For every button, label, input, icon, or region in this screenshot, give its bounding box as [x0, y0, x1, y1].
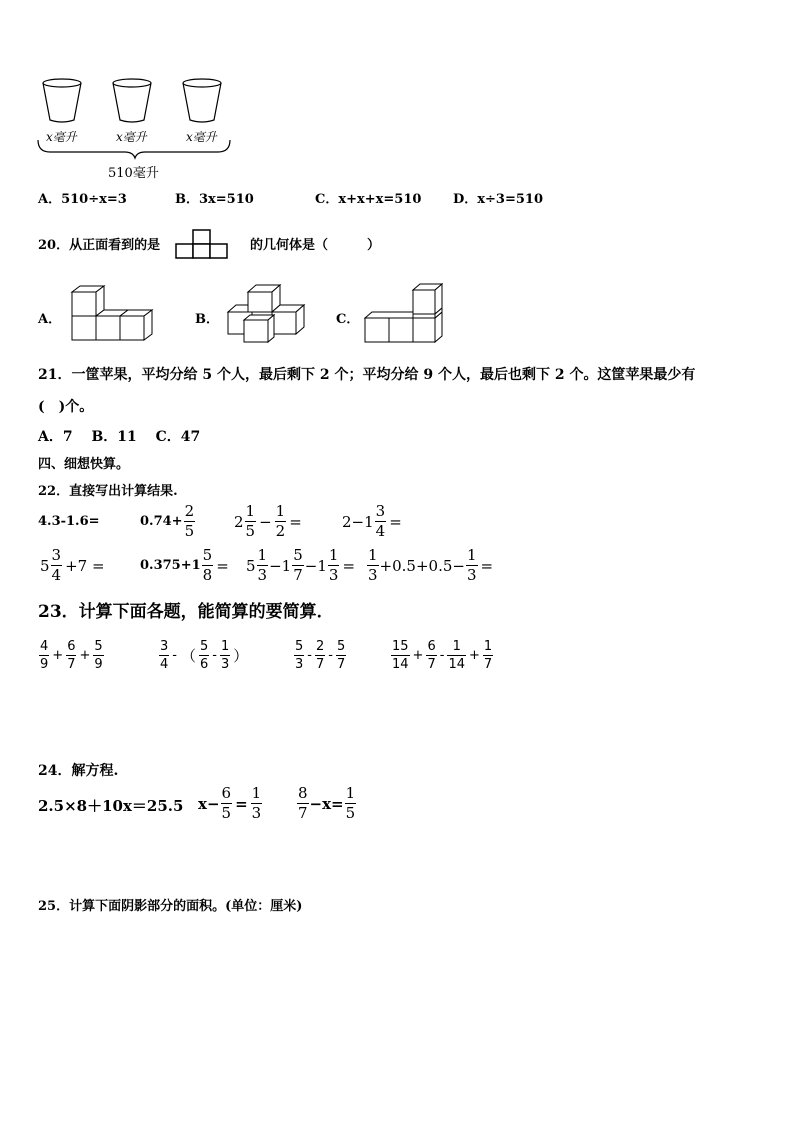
- q20-stem-prefix: 20．从正面看到的是: [38, 238, 161, 253]
- front-view-figure: [175, 228, 230, 260]
- q21-options: A．7 B．11 C．47: [38, 429, 201, 445]
- q24-title: 24．解方程.: [38, 763, 119, 779]
- q21-line1: 21．一筐苹果，平均分给 5 个人，最后剩下 2 个；平均分给 9 个人，最后也剩下 2 个。这筐苹果最少有: [38, 367, 696, 383]
- q23-expr2: $\frac{3}{4}$ - （ $\frac{5}{6}$ - $\frac{1}{3}$ ）: [160, 639, 249, 672]
- q19-option-c: C．x+x+x=510: [315, 192, 422, 207]
- q20-option-a-label: A．: [38, 312, 62, 327]
- q23-expr3: $\frac{5}{3}$ - $\frac{2}{7}$ - $\frac{5}{7}$: [295, 639, 346, 672]
- cup-2: [113, 79, 151, 122]
- cup-1: [43, 79, 81, 122]
- q21-line2: ( )个。: [38, 399, 94, 415]
- cup-label-3: x毫升: [186, 130, 217, 144]
- q22-r2c3: 5 $\frac{1}{3}$ −1 $\frac{5}{7}$ −1 $\frac{1}{3}$ =: [246, 546, 356, 584]
- cup-3: [183, 79, 221, 122]
- solid-option-c: [363, 282, 445, 346]
- section4-heading: 四、细想快算。: [38, 457, 130, 472]
- cup-label-2: x毫升: [116, 130, 147, 144]
- q23-title: 23．计算下面各题，能简算的要简算．: [38, 602, 334, 622]
- q19-option-a: A．510÷x=3: [38, 192, 127, 207]
- solid-option-a: [70, 284, 162, 346]
- q22-r2c2: 0.375+1 $\frac{5}{8}$ =: [140, 546, 229, 584]
- q22-r1c2: 0.74+ $\frac{2}{5}$: [140, 502, 195, 540]
- q19-option-b: B．3x=510: [175, 192, 254, 207]
- cup-label-1: x毫升: [46, 130, 77, 144]
- q24-eq2: x− $\frac{6}{5}$ = $\frac{1}{3}$: [198, 784, 262, 822]
- q25-title: 25．计算下面阴影部分的面积。(单位：厘米): [38, 899, 303, 914]
- q19-option-d: D．x÷3=510: [453, 192, 543, 207]
- q22-r2c4: $\frac{1}{3}$ +0.5+0.5− $\frac{1}{3}$ =: [368, 546, 494, 584]
- q22-title: 22．直接写出计算结果.: [38, 484, 178, 499]
- q23-expr4: $\frac{15}{14}$ + $\frac{6}{7}$ - $\frac{1}{14}$ + $\frac{1}{7}$: [392, 639, 493, 672]
- q22-r1c4: 2−1 $\frac{3}{4}$ =: [342, 502, 402, 540]
- q24-eq1: 2.5×8＋10x＝25.5: [38, 797, 184, 815]
- q20-option-c-label: C．: [336, 312, 360, 327]
- q20-option-b-label: B．: [195, 312, 219, 327]
- q22-r1c3: 2 $\frac{1}{5}$ − $\frac{1}{2}$ =: [234, 502, 302, 540]
- q24-eq3: $\frac{8}{7}$ −x= $\frac{1}{5}$: [298, 784, 356, 822]
- q20-stem-suffix: 的几何体是（ ）: [250, 238, 381, 253]
- total-label: 510毫升: [108, 166, 159, 181]
- q22-r1c1: 4.3-1.6=: [38, 514, 100, 529]
- q22-r2c1: 5 $\frac{3}{4}$ +7 =: [40, 546, 105, 584]
- solid-option-b: [226, 282, 316, 346]
- q23-expr1: $\frac{4}{9}$ + $\frac{6}{7}$ + $\frac{5}{9}$: [40, 639, 103, 672]
